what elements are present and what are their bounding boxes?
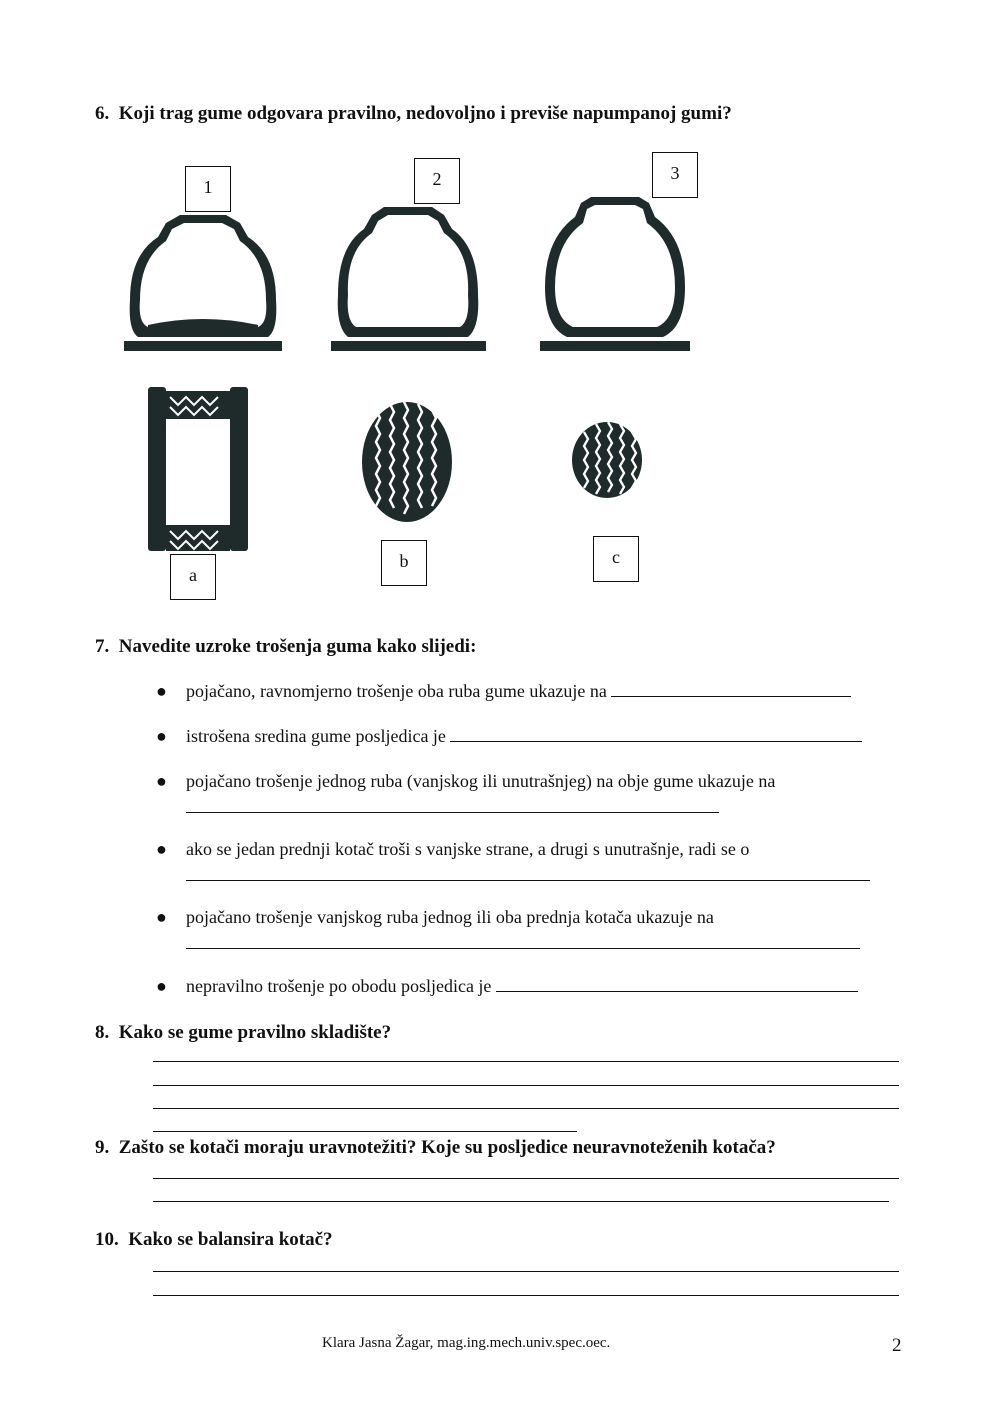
question-text: Kako se gume pravilno skladište? xyxy=(118,1022,392,1043)
q7-item-2 xyxy=(156,726,862,747)
q7-item-text: pojačano trošenje vanjskog ruba jednog ili oba prednja kotača ukazuje na xyxy=(186,907,714,927)
q7-item-text: pojačano, ravnomjerno trošenje oba ruba gume ukazuje na xyxy=(186,681,607,701)
question-6-title xyxy=(95,103,732,125)
question-text: Zašto se kotači moraju uravnotežiti? Koje su posljedice neuravnoteženih kotača? xyxy=(118,1137,776,1158)
tread-label-box-c: c xyxy=(593,536,639,582)
question-number: 10. xyxy=(95,1229,119,1250)
question-text: Navedite uzroke trošenja guma kako slijedi: xyxy=(118,636,477,657)
answer-line[interactable] xyxy=(153,1295,899,1296)
page-number: 2 xyxy=(892,1335,902,1356)
bullet-icon: ● xyxy=(156,839,167,859)
q7-item-4 xyxy=(156,839,750,860)
bullet-icon: ● xyxy=(156,681,167,701)
tread-footprint-center-icon xyxy=(360,400,455,525)
bullet-icon: ● xyxy=(156,907,167,927)
question-text: Koji trag gume odgovara pravilno, nedovoljno i previše napumpanoj gumi? xyxy=(118,103,732,124)
tire-label-box-1: 1 xyxy=(185,166,231,212)
answer-blank[interactable] xyxy=(450,740,862,742)
answer-line[interactable] xyxy=(153,1131,577,1132)
question-7-title xyxy=(95,636,476,658)
question-number: 6. xyxy=(95,103,110,124)
tire-label-box-2: 2 xyxy=(414,158,460,204)
tread-label-box-a: a xyxy=(170,554,216,600)
q7-item-text: istrošena sredina gume posljedica je xyxy=(186,726,446,746)
q7-item-3 xyxy=(156,771,776,792)
question-10-title xyxy=(95,1229,333,1251)
tread-label-box-b: b xyxy=(381,540,427,586)
tire-cross-section-3-icon xyxy=(535,195,695,355)
answer-line[interactable] xyxy=(153,1085,899,1086)
q7-item-text: ako se jedan prednji kotač troši s vanjske strane, a drugi s unutrašnje, radi se o xyxy=(186,839,750,859)
footer-author: Klara Jasna Žagar, mag.ing.mech.univ.spec.oec. xyxy=(322,1335,611,1351)
answer-line[interactable] xyxy=(153,1061,899,1062)
q7-item-6 xyxy=(156,976,858,997)
question-text: Kako se balansira kotač? xyxy=(128,1229,333,1250)
tread-footprint-small-icon xyxy=(570,420,645,500)
tire-label-box-3: 3 xyxy=(652,152,698,198)
question-8-title xyxy=(95,1022,391,1044)
answer-line[interactable] xyxy=(153,1201,889,1202)
answer-line[interactable] xyxy=(153,1271,899,1272)
bullet-icon: ● xyxy=(156,771,167,791)
q7-item-5 xyxy=(156,907,714,928)
question-number: 9. xyxy=(95,1137,110,1158)
tire-cross-section-1-icon xyxy=(118,205,288,355)
answer-line[interactable] xyxy=(186,880,870,881)
bullet-icon: ● xyxy=(156,976,167,996)
tire-cross-section-2-icon xyxy=(328,205,488,355)
bullet-icon: ● xyxy=(156,726,167,746)
question-number: 7. xyxy=(95,636,110,657)
q7-item-text: nepravilno trošenje po obodu posljedica je xyxy=(186,976,492,996)
answer-line[interactable] xyxy=(186,948,860,949)
answer-line[interactable] xyxy=(153,1108,899,1109)
answer-blank[interactable] xyxy=(496,990,858,992)
answer-line[interactable] xyxy=(186,812,719,813)
question-number: 8. xyxy=(95,1022,110,1043)
question-9-title xyxy=(95,1137,776,1159)
q7-item-text: pojačano trošenje jednog ruba (vanjskog ili unutrašnjeg) na obje gume ukazuje na xyxy=(186,771,776,791)
q7-item-1 xyxy=(156,681,851,702)
answer-blank[interactable] xyxy=(611,695,851,697)
answer-line[interactable] xyxy=(153,1178,899,1179)
tread-footprint-edges-icon xyxy=(140,385,255,555)
